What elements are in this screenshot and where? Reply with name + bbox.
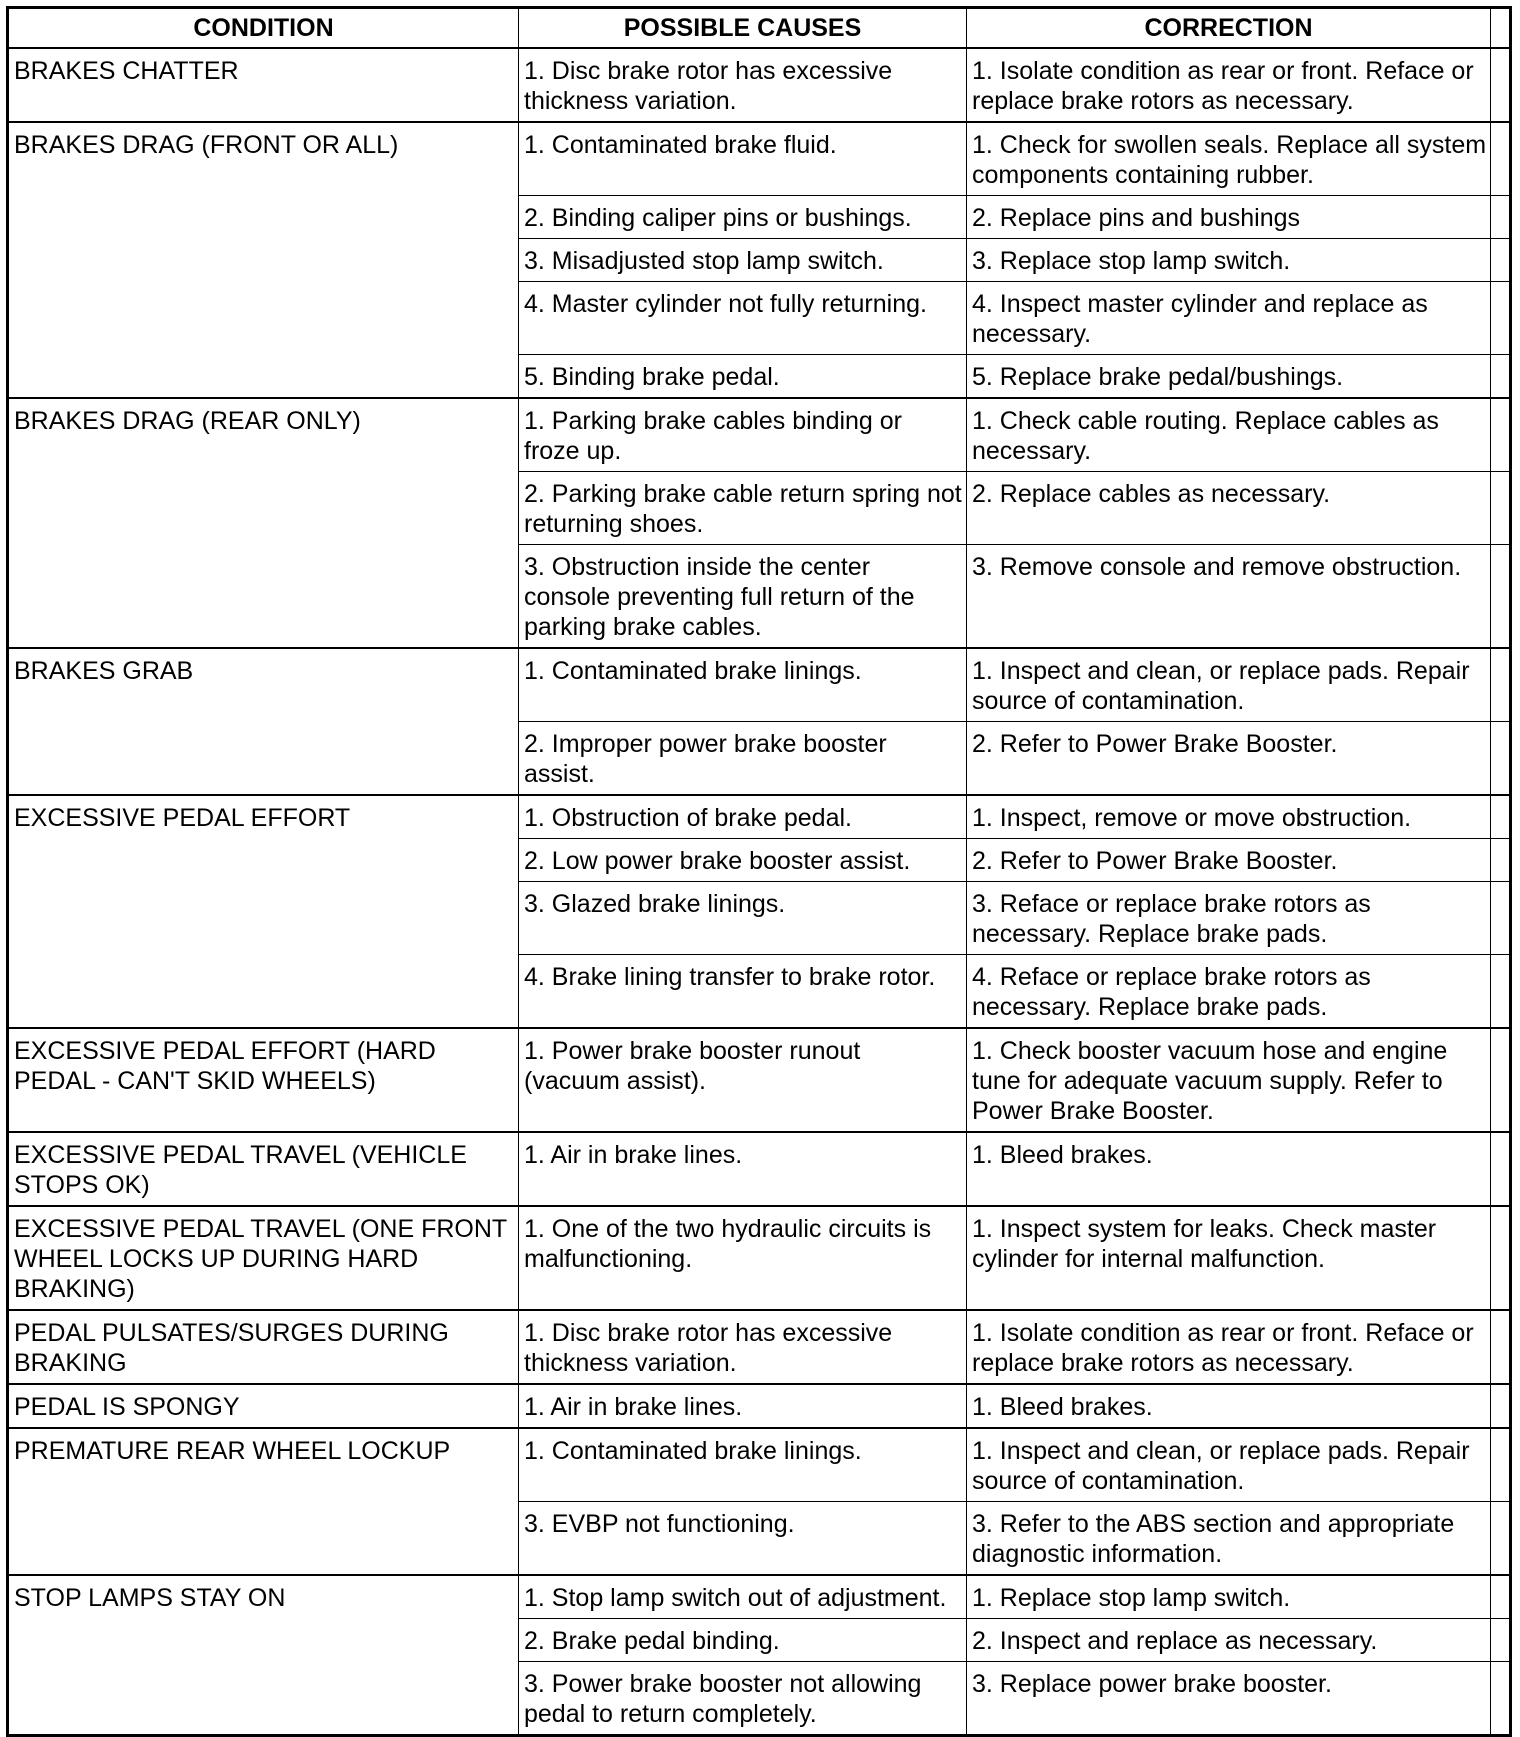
correction-cell: 3. Refer to the ABS section and appropriate diagnostic information. xyxy=(967,1502,1491,1576)
gutter-cell xyxy=(1491,1575,1511,1619)
gutter-cell xyxy=(1491,472,1511,545)
cause-cell: 1. Contaminated brake linings. xyxy=(519,648,967,722)
cause-cell: 2. Improper power brake booster assist. xyxy=(519,722,967,796)
correction-cell: 1. Inspect and clean, or replace pads. Repair source of contamination. xyxy=(967,1428,1491,1502)
cause-cell: 1. Air in brake lines. xyxy=(519,1132,967,1206)
gutter-cell xyxy=(1491,722,1511,796)
correction-cell: 1. Check for swollen seals. Replace all system components containing rubber. xyxy=(967,122,1491,196)
condition-cell: PEDAL PULSATES/SURGES DURING BRAKING xyxy=(8,1310,519,1384)
table-row xyxy=(8,1428,1511,1502)
correction-cell: 2. Refer to Power Brake Booster. xyxy=(967,839,1491,882)
cause-cell: 1. Parking brake cables binding or froze up. xyxy=(519,398,967,472)
correction-cell: 5. Replace brake pedal/bushings. xyxy=(967,355,1491,399)
table-body xyxy=(8,48,1511,1736)
gutter-cell xyxy=(1491,1310,1511,1384)
header-row xyxy=(8,8,1511,49)
header-condition: CONDITION xyxy=(8,8,519,49)
correction-cell: 2. Inspect and replace as necessary. xyxy=(967,1619,1491,1662)
cause-cell: 1. Stop lamp switch out of adjustment. xyxy=(519,1575,967,1619)
cause-cell: 2. Low power brake booster assist. xyxy=(519,839,967,882)
gutter-cell xyxy=(1491,648,1511,722)
cause-cell: 2. Parking brake cable return spring not returning shoes. xyxy=(519,472,967,545)
correction-cell: 3. Remove console and remove obstruction. xyxy=(967,545,1491,649)
cause-cell: 1. Power brake booster runout (vacuum assist). xyxy=(519,1028,967,1132)
cause-cell: 5. Binding brake pedal. xyxy=(519,355,967,399)
correction-cell: 3. Replace stop lamp switch. xyxy=(967,239,1491,282)
table-row xyxy=(8,1206,1511,1310)
correction-cell: 1. Replace stop lamp switch. xyxy=(967,1575,1491,1619)
cause-cell: 1. Disc brake rotor has excessive thickness variation. xyxy=(519,48,967,122)
gutter-cell xyxy=(1491,1132,1511,1206)
condition-cell: EXCESSIVE PEDAL EFFORT (HARD PEDAL - CAN'T SKID WHEELS) xyxy=(8,1028,519,1132)
table-row xyxy=(8,1028,1511,1132)
correction-cell: 1. Check booster vacuum hose and engine tune for adequate vacuum supply. Refer to Power Brake Booster. xyxy=(967,1028,1491,1132)
cause-cell: 3. EVBP not functioning. xyxy=(519,1502,967,1576)
gutter-cell xyxy=(1491,1428,1511,1502)
header-correction: CORRECTION xyxy=(967,8,1491,49)
table-row xyxy=(8,1310,1511,1384)
gutter-cell xyxy=(1491,355,1511,399)
correction-cell: 2. Replace cables as necessary. xyxy=(967,472,1491,545)
cause-cell: 1. One of the two hydraulic circuits is malfunctioning. xyxy=(519,1206,967,1310)
gutter-cell xyxy=(1491,196,1511,239)
gutter-cell xyxy=(1491,882,1511,955)
correction-cell: 1. Inspect, remove or move obstruction. xyxy=(967,795,1491,839)
table-row xyxy=(8,648,1511,722)
cause-cell: 1. Air in brake lines. xyxy=(519,1384,967,1428)
table-row xyxy=(8,122,1511,196)
gutter-cell xyxy=(1491,239,1511,282)
cause-cell: 1. Obstruction of brake pedal. xyxy=(519,795,967,839)
correction-cell: 3. Reface or replace brake rotors as necessary. Replace brake pads. xyxy=(967,882,1491,955)
correction-cell: 1. Inspect system for leaks. Check master cylinder for internal malfunction. xyxy=(967,1206,1491,1310)
condition-cell: BRAKES DRAG (REAR ONLY) xyxy=(8,398,519,648)
gutter-cell xyxy=(1491,795,1511,839)
cause-cell: 1. Disc brake rotor has excessive thickness variation. xyxy=(519,1310,967,1384)
cause-cell: 1. Contaminated brake fluid. xyxy=(519,122,967,196)
gutter-cell xyxy=(1491,1206,1511,1310)
table-row xyxy=(8,795,1511,839)
gutter-cell xyxy=(1491,122,1511,196)
cause-cell: 2. Binding caliper pins or bushings. xyxy=(519,196,967,239)
gutter-cell xyxy=(1491,545,1511,649)
condition-cell: STOP LAMPS STAY ON xyxy=(8,1575,519,1736)
cause-cell: 1. Contaminated brake linings. xyxy=(519,1428,967,1502)
cause-cell: 2. Brake pedal binding. xyxy=(519,1619,967,1662)
cause-cell: 3. Power brake booster not allowing pedal to return completely. xyxy=(519,1662,967,1736)
correction-cell: 1. Bleed brakes. xyxy=(967,1384,1491,1428)
cause-cell: 3. Misadjusted stop lamp switch. xyxy=(519,239,967,282)
gutter-cell xyxy=(1491,8,1511,49)
gutter-cell xyxy=(1491,1619,1511,1662)
table-row xyxy=(8,1384,1511,1428)
condition-cell: EXCESSIVE PEDAL TRAVEL (ONE FRONT WHEEL LOCKS UP DURING HARD BRAKING) xyxy=(8,1206,519,1310)
gutter-cell xyxy=(1491,398,1511,472)
gutter-cell xyxy=(1491,839,1511,882)
table-row xyxy=(8,1132,1511,1206)
correction-cell: 4. Inspect master cylinder and replace as necessary. xyxy=(967,282,1491,355)
condition-cell: BRAKES CHATTER xyxy=(8,48,519,122)
correction-cell: 1. Inspect and clean, or replace pads. Repair source of contamination. xyxy=(967,648,1491,722)
cause-cell: 4. Brake lining transfer to brake rotor. xyxy=(519,955,967,1029)
gutter-cell xyxy=(1491,1662,1511,1736)
condition-cell: PEDAL IS SPONGY xyxy=(8,1384,519,1428)
gutter-cell xyxy=(1491,282,1511,355)
cause-cell: 3. Obstruction inside the center console preventing full return of the parking brake cables. xyxy=(519,545,967,649)
correction-cell: 4. Reface or replace brake rotors as necessary. Replace brake pads. xyxy=(967,955,1491,1029)
correction-cell: 1. Bleed brakes. xyxy=(967,1132,1491,1206)
condition-cell: EXCESSIVE PEDAL EFFORT xyxy=(8,795,519,1028)
table-row xyxy=(8,1575,1511,1619)
gutter-cell xyxy=(1491,955,1511,1029)
condition-cell: PREMATURE REAR WHEEL LOCKUP xyxy=(8,1428,519,1575)
correction-cell: 3. Replace power brake booster. xyxy=(967,1662,1491,1736)
condition-cell: EXCESSIVE PEDAL TRAVEL (VEHICLE STOPS OK) xyxy=(8,1132,519,1206)
header-possible-causes: POSSIBLE CAUSES xyxy=(519,8,967,49)
gutter-cell xyxy=(1491,1384,1511,1428)
correction-cell: 2. Replace pins and bushings xyxy=(967,196,1491,239)
gutter-cell xyxy=(1491,1502,1511,1576)
condition-cell: BRAKES DRAG (FRONT OR ALL) xyxy=(8,122,519,398)
condition-cell: BRAKES GRAB xyxy=(8,648,519,795)
table-row xyxy=(8,48,1511,122)
correction-cell: 1. Isolate condition as rear or front. Reface or replace brake rotors as necessary. xyxy=(967,48,1491,122)
cause-cell: 3. Glazed brake linings. xyxy=(519,882,967,955)
table-row xyxy=(8,398,1511,472)
diagnosis-table xyxy=(6,6,1512,1737)
correction-cell: 1. Check cable routing. Replace cables as necessary. xyxy=(967,398,1491,472)
cause-cell: 4. Master cylinder not fully returning. xyxy=(519,282,967,355)
correction-cell: 1. Isolate condition as rear or front. Reface or replace brake rotors as necessary. xyxy=(967,1310,1491,1384)
correction-cell: 2. Refer to Power Brake Booster. xyxy=(967,722,1491,796)
gutter-cell xyxy=(1491,1028,1511,1132)
gutter-cell xyxy=(1491,48,1511,122)
